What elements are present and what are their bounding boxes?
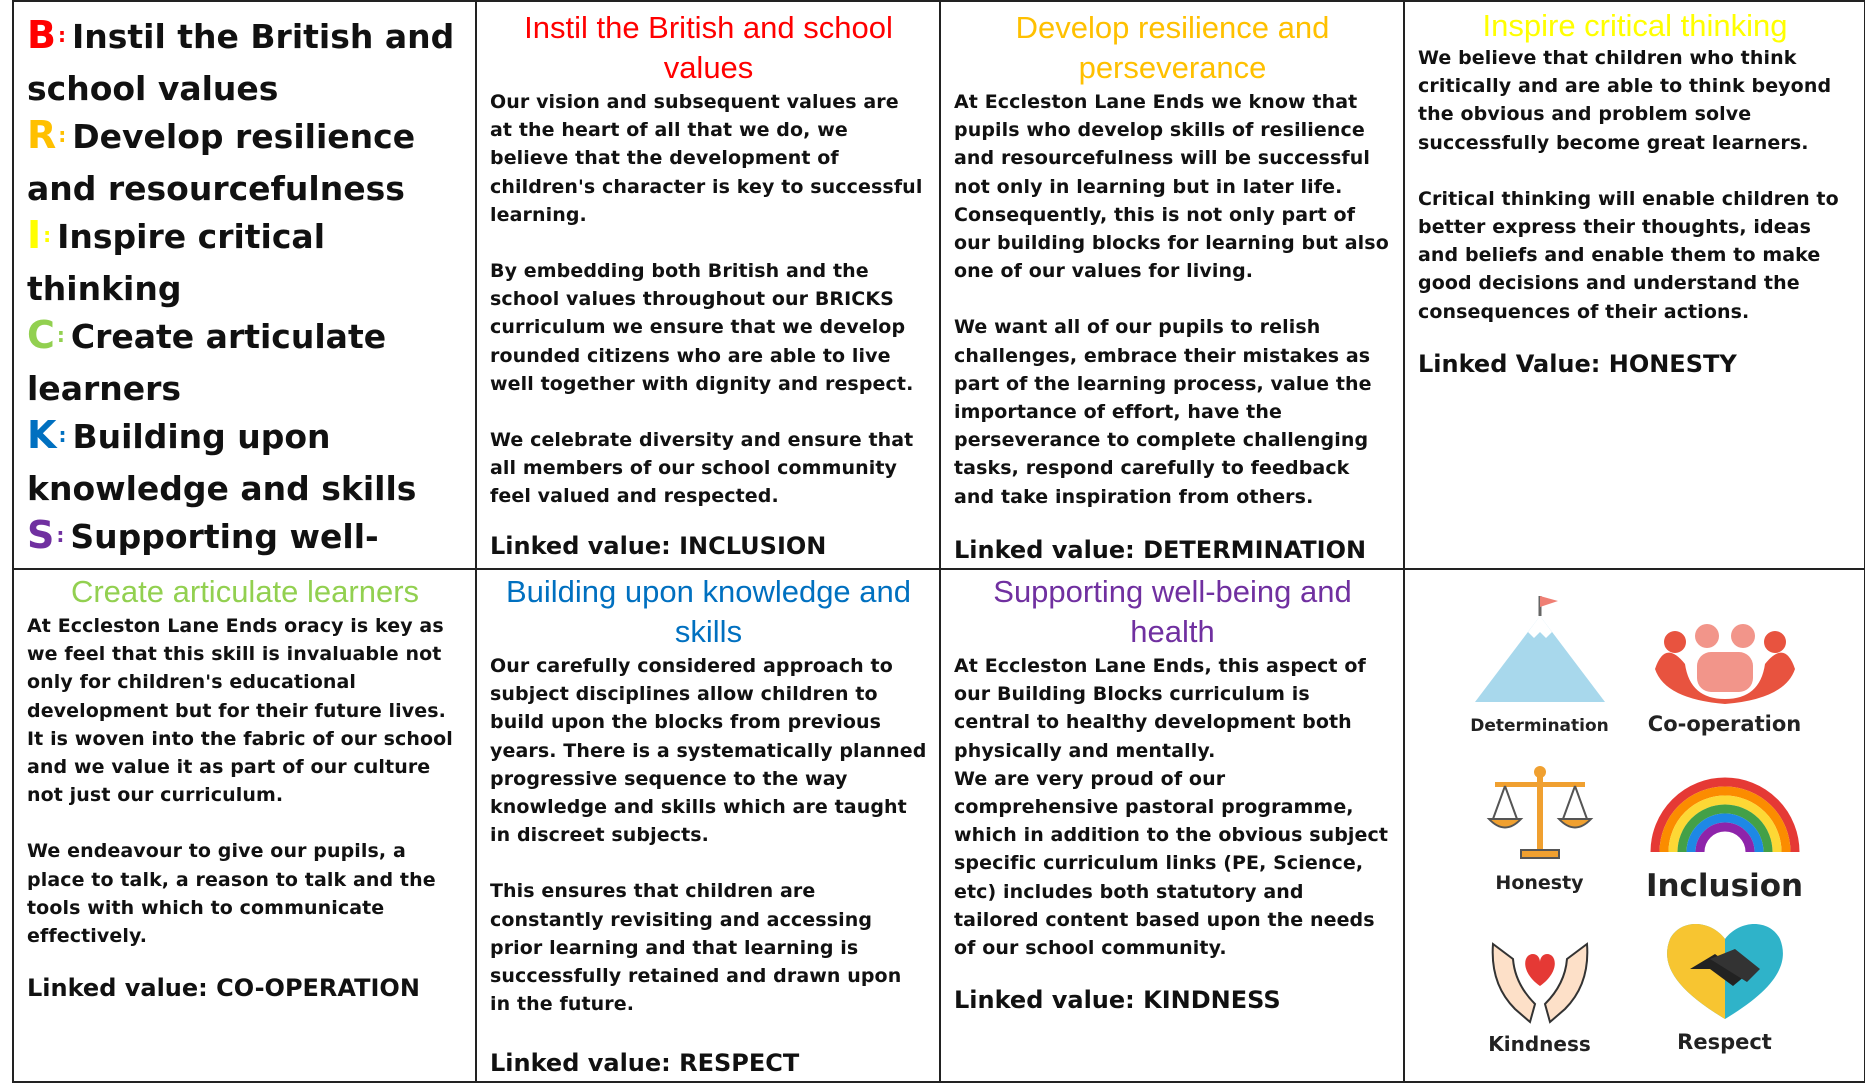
british-values-cell (477, 0, 941, 570)
resilience-text (954, 88, 1391, 511)
wellbeing-title: Supporting well-being and health (993, 574, 1352, 649)
acronym-text: Inspire critical thinking (27, 217, 326, 308)
values-illustration (1445, 584, 1825, 1064)
school-values-grid (12, 0, 1865, 1083)
paragraph: At Eccleston Lane Ends we know that pupils who develop skills of resilience and resourcefulness will be successful not only in learning but in later life. Consequently, this is not only part of our building blocks for learning but also one of our values for living. (954, 91, 1389, 283)
linked-value: Linked value: KINDNESS (954, 986, 1281, 1015)
linked-value: Linked value: INCLUSION (490, 532, 827, 560)
honesty-value (1455, 764, 1625, 894)
paragraph: At Eccleston Lane Ends, this aspect of our Building Blocks curriculum is central to healthy development both physically and mentally. We are very proud of our comprehensive pastoral programme, which in addition to the obvious subject specific curriculum links (PE, Science, etc) includes both statutory and tailored content based upon the needs of our school community. (954, 655, 1389, 960)
acronym-letter: C (27, 313, 55, 357)
people-group-icon (1640, 614, 1810, 704)
handshake-heart-icon (1640, 914, 1810, 1024)
acronym-letter: K (27, 413, 57, 457)
paragraph: At Eccleston Lane Ends oracy is key as we feel that this skill is invaluable not only for children's educational development but for their future lives. It is woven into the fabric of our school and we value it as part of our culture not just our curriculum. (27, 615, 453, 807)
bricks-acronym-cell (12, 0, 477, 570)
scales-icon (1455, 764, 1625, 864)
resilience-cell (941, 0, 1405, 570)
acronym-letter: R (27, 113, 57, 157)
hands-heart-icon (1455, 924, 1625, 1024)
acronym-letter: I (27, 213, 42, 257)
acronym-item (27, 512, 463, 570)
acronym-colon: : (58, 423, 67, 447)
acronym-item (27, 412, 463, 512)
determination-value (1455, 594, 1625, 736)
paragraph: Critical thinking will enable children to better express their thoughts, ideas and beliefs and enable them to make good decisions and understand the consequences of their actions. (1418, 187, 1839, 323)
paragraph: We celebrate diversity and ensure that all members of our school community feel valued and respected. (490, 429, 914, 508)
paragraph: Our vision and subsequent values are at the heart of all that we do, we believe that the development of children's character is key to successful learning. (490, 91, 923, 226)
paragraph: This ensures that children are constantly revisiting and accessing prior learning and that learning is successfully retained and drawn upon in the future. (490, 880, 902, 1016)
acronym-text: Supporting well- (70, 517, 379, 556)
acronym-item (27, 12, 463, 112)
acronym-letter: B (27, 13, 56, 57)
values-illustration-cell (1405, 570, 1865, 1083)
paragraph: We believe that children who think critically and are able to think beyond the obvious and problem solve successfully become great learners. (1418, 47, 1832, 154)
inclusion-value (1640, 774, 1810, 904)
linked-value: Linked value: CO-OPERATION (27, 974, 420, 1003)
acronym-colon: : (58, 123, 67, 147)
respect-label: Respect (1677, 1030, 1772, 1054)
cooperation-value (1640, 614, 1810, 736)
articulate-text (27, 612, 463, 974)
wellbeing-cell (941, 570, 1405, 1083)
resilience-title: Develop resilience and perseverance (1015, 10, 1330, 85)
paragraph: By embedding both British and the school values throughout our BRICKS curriculum we ensure that we develop rounded citizens who are able to live well together with dignity and respect. (490, 260, 914, 395)
critical-thinking-title: Inspire critical thinking (1482, 8, 1788, 43)
linked-value: Linked value: DETERMINATION (954, 536, 1367, 564)
knowledge-title: Building upon knowledge and skills (505, 574, 912, 649)
cooperation-label: Co-operation (1647, 712, 1802, 736)
acronym-item (27, 112, 463, 212)
acronym-letter: S (27, 513, 55, 557)
determination-label: Determination (1470, 716, 1609, 736)
british-values-title: Instil the British and school values (524, 10, 893, 85)
acronym-item (27, 312, 463, 412)
linked-value: Linked value: RESPECT (490, 1049, 800, 1077)
articulate-cell (12, 570, 477, 1083)
acronym-colon: : (56, 323, 65, 347)
articulate-title: Create articulate learners (70, 574, 420, 609)
paragraph: We endeavour to give our pupils, a place to talk, a reason to talk and the tools with which to communicate effectively. (27, 840, 436, 948)
british-values-text (490, 88, 927, 511)
critical-thinking-text (1418, 44, 1852, 350)
inclusion-label: Inclusion (1645, 868, 1804, 904)
acronym-text: Develop resilience and resourcefulness (27, 117, 416, 208)
acronym-colon: : (56, 523, 65, 547)
knowledge-text (490, 652, 927, 1018)
linked-value: Linked Value: HONESTY (1418, 349, 1737, 378)
paragraph: We want all of our pupils to relish challenges, embrace their mistakes as part of the learning process, value the importance of effort, have the perseverance to complete challenging tasks, respond carefully to feedback and take inspiration from others. (954, 316, 1372, 508)
wellbeing-text (954, 652, 1391, 986)
kindness-label: Kindness (1488, 1032, 1591, 1056)
acronym-list (27, 12, 463, 570)
acronym-text: Instil the British and school values (27, 17, 455, 108)
kindness-value (1455, 924, 1625, 1056)
acronym-colon: : (57, 23, 66, 47)
critical-thinking-cell (1405, 0, 1865, 570)
paragraph: Our carefully considered approach to subject disciplines allow children to build upon the blocks from previous years. There is a systematically planned progressive sequence to the way knowledge and skills which are taught in discreet subjects. (490, 655, 927, 847)
mountain-flag-icon (1455, 594, 1625, 704)
respect-value (1640, 914, 1810, 1054)
acronym-text: Create articulate learners (27, 317, 387, 408)
acronym-item (27, 212, 463, 312)
honesty-label: Honesty (1495, 872, 1584, 894)
acronym-colon: : (43, 223, 52, 247)
rainbow-icon (1640, 774, 1810, 854)
acronym-text: Building upon knowledge and skills (27, 417, 417, 508)
knowledge-cell (477, 570, 941, 1083)
